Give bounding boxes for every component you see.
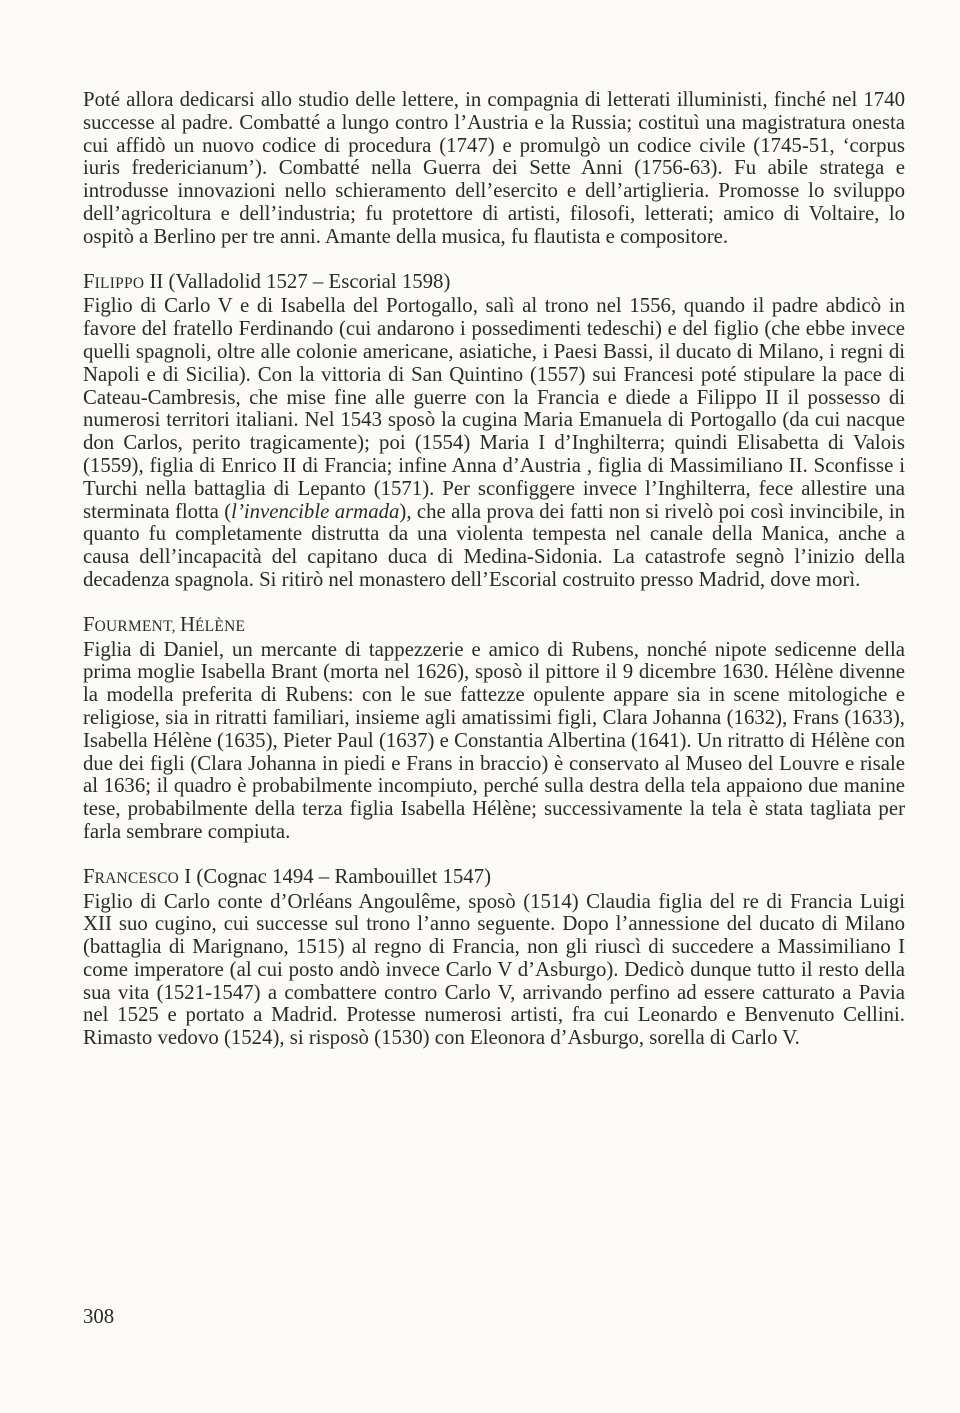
entry-fourment-helene <box>83 614 905 844</box>
entry-heading <box>83 614 905 639</box>
entry-body: Figlia di Daniel, un mercante di tappezzerie e amico di Rubens, nonché nipote sedicenne della prima moglie Isabella Brant (morta nel 1626), sposò il pittore il 9 dicembre 1630. Hélène divenne la modella preferita di Rubens: con le sue fattezze opulente appare sia in scene mitologiche e religiose, sia in ritratti familiari, insieme agli amatissimi figli, Clara Johanna (1632), Frans (1633), Isabella Hélène (1635), Pieter Paul (1637) e Constantia Albertina (1641). Un ritratto di Hélène con due dei figli (Clara Johanna in piedi e Frans in braccio) è conservato al Museo del Louvre e risale al 1636; il quadro è probabilmente incompiuto, perché sulla destra della tela appaiono due manine tese, probabilmente della terza figlia Isabella Hélène; successivamente la tela è stata tagliata per farla sembrare compiuta. <box>83 637 905 843</box>
text-column <box>83 89 905 1050</box>
entry-name-smallcaps: RANCESCO <box>94 869 180 887</box>
entry-heading <box>83 271 905 296</box>
page-number: 308 <box>83 1305 115 1328</box>
entry-body <box>83 295 905 591</box>
entry-body: Figlio di Carlo conte d’Orléans Angoulême, sposò (1514) Claudia figlia del re di Francia Luigi XII suo cugino, cui successe sul trono l’anno seguente. Dopo l’annessione del ducato di Milano (battaglia di Marignano, 1515) al regno di Francia, non gli riuscì di succedere a Massimiliano I come imperatore (al cui posto andò invece Carlo V d’Asburgo). Dedicò dunque tutto il resto della sua vita (1521-1547) a combattere contro Carlo V, arrivando perfino ad essere catturato a Pavia nel 1525 e portato a Madrid. Protesse numerosi artisti, fra cui Leonardo e Benvenuto Cellini. Rimasto vedovo (1524), si risposò (1530) con Eleonora d’Asburgo, sorella di Carlo V. <box>83 889 905 1050</box>
entry-dates: (Cognac 1494 – Rambouillet 1547) <box>191 864 491 888</box>
entry-francesco-i <box>83 866 905 1050</box>
entry-filippo-ii <box>83 271 905 592</box>
entry-body-italic: l’invencible armada <box>231 499 400 523</box>
entry-name-smallcaps: ILIPPO <box>94 274 145 292</box>
entry-body-text: Figlio di Carlo V e di Isabella del Portogallo, salì al trono nel 1556, quando il padre abdicò in favore del fratello Ferdinando (cui andarono i possedimenti tedeschi) e del figlio (che ebbe invece quelli spagnoli, oltre alle colonie americane, asiatiche, i Paesi Bassi, il ducato di Milano, i regni di Napoli e di Sicilia). Con la vittoria di San Quintino (1557) sui Francesi poté stipulare la pace di Cateau-Cambresis, che mise fine alle guerre con la Francia e diede a Filippo II il possesso di numerosi territori italiani. Nel 1543 sposò la cugina Maria Emanuela di Portogallo (da cui nacque don Carlos, perito tragicamente); poi (1554) Maria I d’Inghilterra; quindi Elisabetta di Valois (1559), figlia di Enrico II di Francia; infine Anna d’Austria , figlia di Massimiliano II. Sconfisse i Turchi nella battaglia di Lepanto (1571). Per sconfiggere invece l’Inghilterra, fece allestire una sterminata flotta ( <box>83 294 905 523</box>
entry-name-initial-2: H <box>179 612 195 636</box>
entry-name-suffix: I <box>179 864 192 888</box>
entry-name-smallcaps: OURMENT, <box>94 617 180 635</box>
entry-name-initial: F <box>83 612 95 636</box>
entry-name-suffix: II <box>144 269 164 293</box>
intro-paragraph: Poté allora dedicarsi allo studio delle lettere, in compagnia di letterati illuministi, finché nel 1740 successe al padre. Combatté a lungo contro l’Austria e la Russia; costituì una magistratura onesta cui affidò un nuovo codice di procedura (1747) e promulgò un codice civile (1745-51, ‘corpus iuris fredericianum’). Combatté nella Guerra dei Sette Anni (1756-63). Fu abile stratega e introdusse innovazioni nello schieramento dell’esercito e dell’artiglieria. Promosse lo sviluppo dell’agricoltura e dell’industria; fu protettore di artisti, filosofi, letterati; amico di Voltaire, lo ospitò a Berlino per tre anni. Amante della musica, fu flautista e compositore. <box>83 88 905 248</box>
entry-dates: (Valladolid 1527 – Escorial 1598) <box>163 269 451 293</box>
entry-name-smallcaps-2: ÉLÈNE <box>194 617 246 635</box>
entry-name-initial: F <box>83 864 95 888</box>
entry-body-text-end: ), che alla prova dei fatti non si rivelò poi così invincibile, in quanto fu completamente distrutta da una violenta tempesta nel canale della Manica, anche a causa dell’incapacità del capitano duca di Medina-Sidonia. La catastrofe segnò l’inizio della decadenza spagnola. Si ritirò nel monastero dell’Escorial costruito presso Madrid, dove morì. <box>83 499 905 591</box>
entry-heading <box>83 866 905 891</box>
entry-name-initial: F <box>83 269 95 293</box>
